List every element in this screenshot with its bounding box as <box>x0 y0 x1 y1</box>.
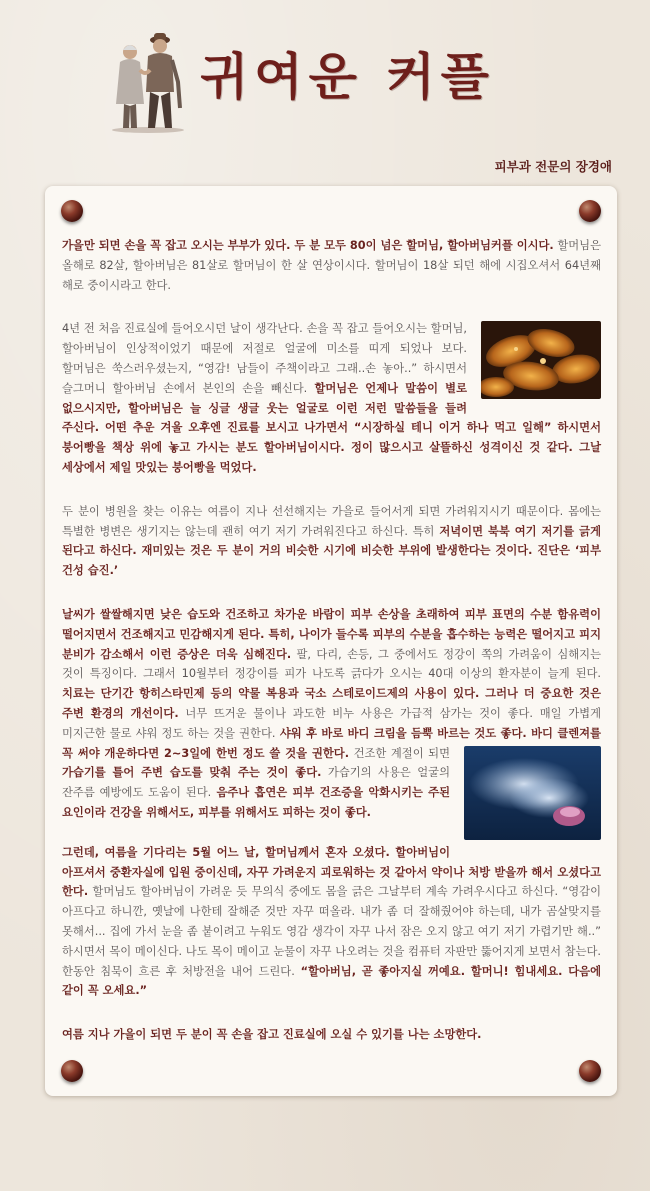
text-span: 가을만 되면 손을 꼭 잡고 오시는 부부가 있다. 두 분 모두 80이 넘은 할머님, 할아버님커플 이시다. <box>62 239 554 252</box>
text-span: 날씨가 쌀쌀해지면 낮은 습도와 건조하고 차가운 바람이 피부 손상을 초래하여 피부 표면의 수분 함유력이 떨어지면서 건조해지고 민감해지게 된다. 특히, 나이가 들수록 피부의 수분을 흡수하는 능력은 떨어지고 피지 분비가 감소해서 이런 증상은 더욱 심해진다. <box>62 607 601 661</box>
elderly-couple-illustration <box>100 30 200 135</box>
text-span: 두 분이 병원을 찾는 이유는 여름이 지나 선선해지는 가을로 들어서게 되면 가려워지시기 때문이다. 몸에는 특별한 병변은 생기지는 않는데 괜히 여기 저기 가려워진다고 하신다. 특히 <box>62 504 601 538</box>
text-span: 샤워 후 바로 바디 크림을 듬뿍 바르는 것도 좋다. 바디 클렌져를 꼭 써야 개운하다면 2~3일에 한번 정도 쓸 것을 권한다. <box>62 726 601 760</box>
humidifier-mist-photo <box>464 746 601 840</box>
fried-dumplings-photo <box>481 321 601 399</box>
article-body <box>62 236 601 1069</box>
header <box>0 0 650 190</box>
text-span: 여름 지나 가을이 되면 두 분이 꼭 손을 잡고 진료실에 오실 수 있기를 나는 소망한다. <box>62 1028 482 1042</box>
text-span: 가습기를 틀어 주변 습도를 맞춰 주는 것이 좋다. <box>62 766 322 780</box>
text-span: 4년 전 처음 진료실에 들어오시던 날이 생각난다. 손을 꼭 잡고 들어오시는 할머님, 할아버님이 인상적이었기 때문에 저절로 얼굴에 미소를 띠게 되었나 보다. 할머님은 쑥스러우셨는지, “영감! 남들이 주책이라고 그래..손 놓아..” 하시면서 슬그머니 할아버님 손에서 본인의 손을 빼신다. <box>62 322 467 395</box>
text-span: 팔, 다리, 손등, 그 중에서도 정강이 쪽의 가려움이 심해지는 것이 특징이다. 그래서 10월부터 정강이를 피가 나도록 긁다가 오시는 40대 이상의 환자분이 늘게 된다. <box>62 647 602 681</box>
article-card <box>45 186 617 1096</box>
text-span: 너무 뜨거운 물이나 과도한 비누 사용은 가급적 삼가는 것이 좋다. 매일 가볍게 미지근한 물로 샤워 정도 하는 것을 권한다. <box>62 706 601 740</box>
text-span: 그런데, 여름을 기다리는 5월 어느 날, 할머님께서 혼자 오셨다. 할아버님이 아프셔서 중환자실에 입원 중이신데, 자꾸 가려운지 괴로워하는 것 같아서 약이나 처방 받을까 해서 오셨다고 한다. <box>62 845 601 899</box>
paragraph-2 <box>62 319 601 477</box>
text-span: 가습기의 사용은 얼굴의 잔주름 예방에도 도움이 된다. <box>62 766 451 800</box>
paragraph-5 <box>62 843 601 1001</box>
text-span: 치료는 단기간 항히스타민제 등의 약물 복용과 국소 스테로이드제의 사용이 있다. 그러나 더 중요한 것은 주변 환경의 개선이다. <box>62 687 601 720</box>
text-span: 할머님은 언제나 말씀이 별로 없으시지만, 할아버님은 늘 싱글 생글 웃는 얼굴로 이런 저런 말씀들을 들려 주신다. 어떤 추운 겨울 오후엔 진료를 보시고 나가면서 “시장하실 테니 이거 하나 먹고 일해” 하시면서 붕어빵을 책상 위에 놓고 가시는 분도 할아버님이시다. 정이 많으시고 살뜰하신 성격이신 것 같다. 그날 세상에서 제일 맛있는 붕어빵을 먹었다. <box>62 381 601 474</box>
paragraph-3 <box>62 502 601 581</box>
pin-icon <box>579 200 601 222</box>
text-span: “할아버님, 곧 좋아지실 꺼예요. 할머니! 힘내세요. 다음에 같이 꼭 오세요.” <box>62 964 601 998</box>
text-span: 할머님도 할아버님이 가려운 듯 무의식 중에도 몸을 긁은 그날부터 계속 가려우시다고 하신다. “영감이 아프다고 하니깐, 옛날에 나한테 잘해준 것만 자꾸 떠올라. 내가 좀 더 잘해줬어야 하는데, 내가 곰살맞지를 못해서... 집에 가서 눈을 좀 붙이려고 누워도 영감 생각이 자꾸 나서 잠은 오지 않고 여기 저기 가렵기만 해..” 하시면서 목이 메이신다. 나도 목이 메이고 눈물이 자꾸 나오려는 것을 컴퓨터 자판만 뚫어지게 보면서 참는다. 한동안 침묵이 흐른 후 처방전을 내어 드린다. <box>62 885 601 978</box>
paragraph-4 <box>62 605 601 823</box>
text-span: 음주나 흡연은 피부 건조증을 악화시키는 주된 요인이라 건강을 위해서도, 피부를 위해서도 피하는 것이 좋다. <box>62 786 450 819</box>
page-title: 귀여운 커플 <box>200 47 495 106</box>
paragraph-1 <box>62 236 601 295</box>
author-byline: 피부과 전문의 장경애 <box>494 159 612 174</box>
text-span: 저녁이면 북북 여기 저기를 긁게 된다고 하신다. 재미있는 것은 두 분이 거의 비슷한 시기에 비슷한 부위에 발생한다는 것이다. 진단은 ‘피부 건성 습진.’ <box>62 524 601 578</box>
text-span: 할머님은 올해로 82살, 할아버님은 81살로 할머님이 한 살 연상이시다. 할머님이 18살 되던 해에 시집오셔서 64년째 해로 중이시라고 한다. <box>62 239 601 292</box>
paragraph-6 <box>62 1025 601 1045</box>
text-span: 건조한 계절이 되면 <box>353 746 450 760</box>
pin-icon <box>61 200 83 222</box>
